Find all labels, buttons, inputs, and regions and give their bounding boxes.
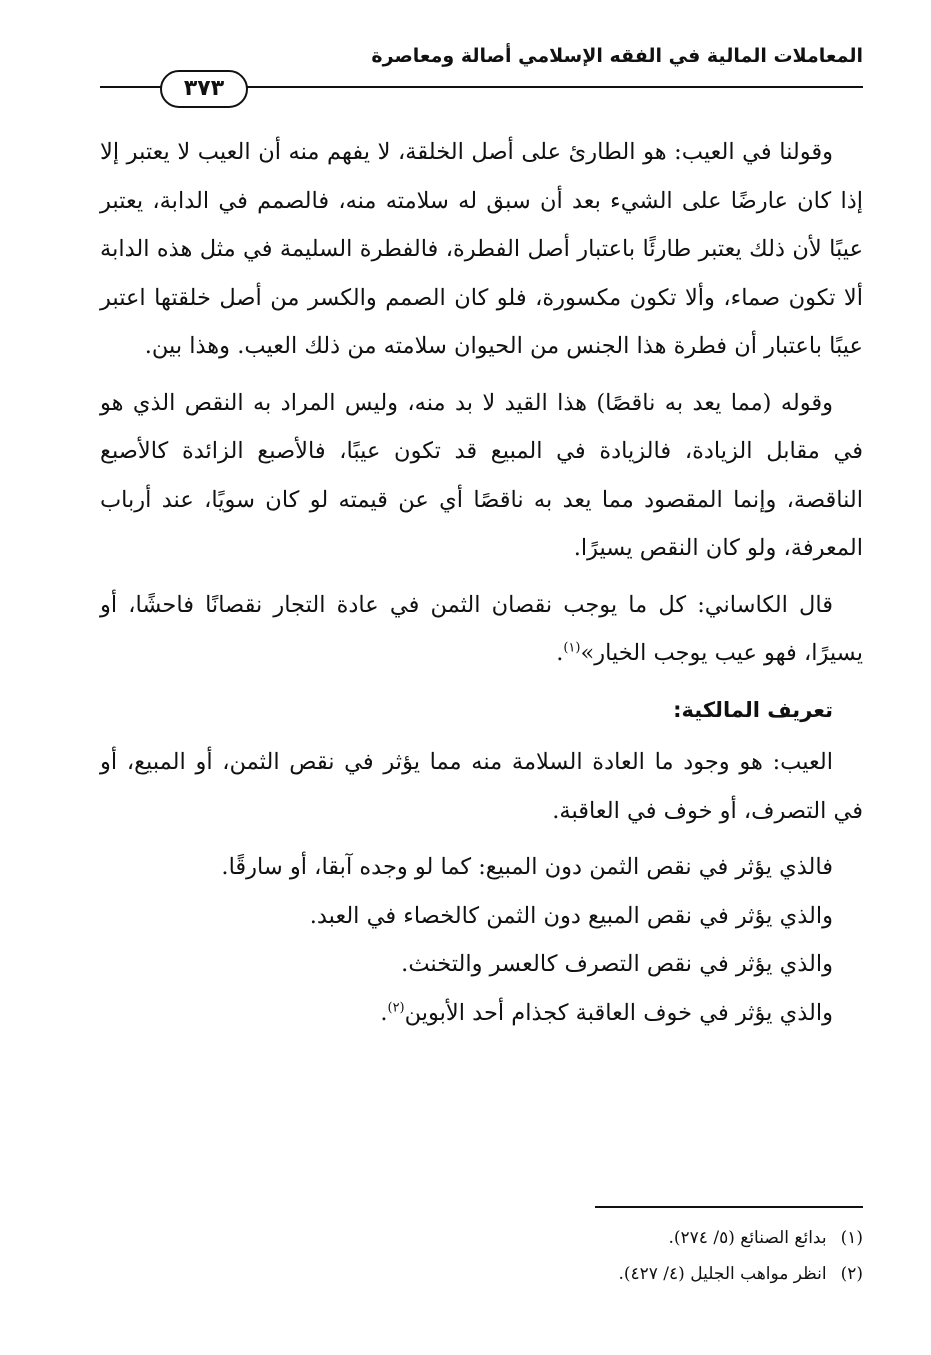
footnote-separator xyxy=(595,1206,863,1208)
footnote-ref-1[interactable]: (١) xyxy=(563,640,581,656)
footnote xyxy=(100,1220,863,1256)
running-title: المعاملات المالية في الفقه الإسلامي أصالة ومعاصرة xyxy=(371,45,863,67)
section-heading: تعريف المالكية: xyxy=(673,697,833,722)
kasani-quote-text: قال الكاساني: كل ما يوجب نقصان الثمن في عادة التجار نقصانًا فاحشًا، أو يسيرًا، فهو عيب يوجب الخيار» xyxy=(100,591,863,666)
footnote-text: بدائع الصنائع (٥/ ٢٧٤). xyxy=(668,1228,827,1248)
footnote xyxy=(100,1256,863,1292)
paragraph-kasani-quote xyxy=(100,581,863,678)
footnote-number: (١) xyxy=(840,1228,863,1248)
list-item: فالذي يؤثر في نقص الثمن دون المبيع: كما لو وجده آبقا، أو سارقًا. xyxy=(221,854,833,880)
footnotes xyxy=(100,1220,863,1292)
list-item: والذي يؤثر في نقص التصرف كالعسر والتخنث. xyxy=(401,951,833,977)
paragraph-deficiency-clause: وقوله (مما يعد به ناقصًا) هذا القيد لا بد منه، وليس المراد به النقص الذي هو في مقابل الزيادة، فالزيادة في المبيع قد تكون عيبًا، فالأصبع الزائدة كالأصبع الناقصة، وإنما المقصود مما يعد به ناقصًا أي عن قيمته لو كان سويًا، عند أرباب المعرفة، ولو كان النقص يسيرًا. xyxy=(100,389,863,561)
paragraph-maliki-definition: العيب: هو وجود ما العادة السلامة منه مما يؤثر في نقص الثمن، أو المبيع، أو في التصرف، أو خوف في العاقبة. xyxy=(100,749,863,824)
list-item: والذي يؤثر في نقص المبيع دون الثمن كالخصاء في العبد. xyxy=(309,902,833,929)
list-item-text: والذي يؤثر في خوف العاقبة كجذام أحد الأبوين xyxy=(404,999,833,1026)
main-text xyxy=(100,128,863,1037)
kasani-quote-end: . xyxy=(556,640,564,666)
page-number: ٣٧٣ xyxy=(160,70,248,108)
footnote-ref-2[interactable]: (٢) xyxy=(387,1000,405,1015)
paragraph-defect-origin: وقولنا في العيب: هو الطارئ على أصل الخلقة، لا يفهم منه أن العيب لا يعتبر إلا إذا كان عارضًا على الشيء بعد أن سبق له سلامته منه، فالصمم في الدابة، يعتبر عيبًا لأن ذلك يعتبر طارئًا باعتبار أصل الفطرة، فالفطرة السليمة في مثل هذه الدابة ألا تكون صماء، وألا تكون مكسورة، فلو كان الصمم والكسر من أصل خلقتها اعتبر عيبًا باعتبار أن فطرة هذا الجنس من الحيوان سلامته من ذلك العيب. وهذا بين. xyxy=(100,139,863,359)
footnote-text: انظر مواهب الجليل (٤/ ٤٢٧). xyxy=(618,1264,827,1284)
footnote-number: (٢) xyxy=(840,1264,863,1284)
list-item xyxy=(100,989,863,1038)
list-item-end: . xyxy=(380,999,388,1026)
